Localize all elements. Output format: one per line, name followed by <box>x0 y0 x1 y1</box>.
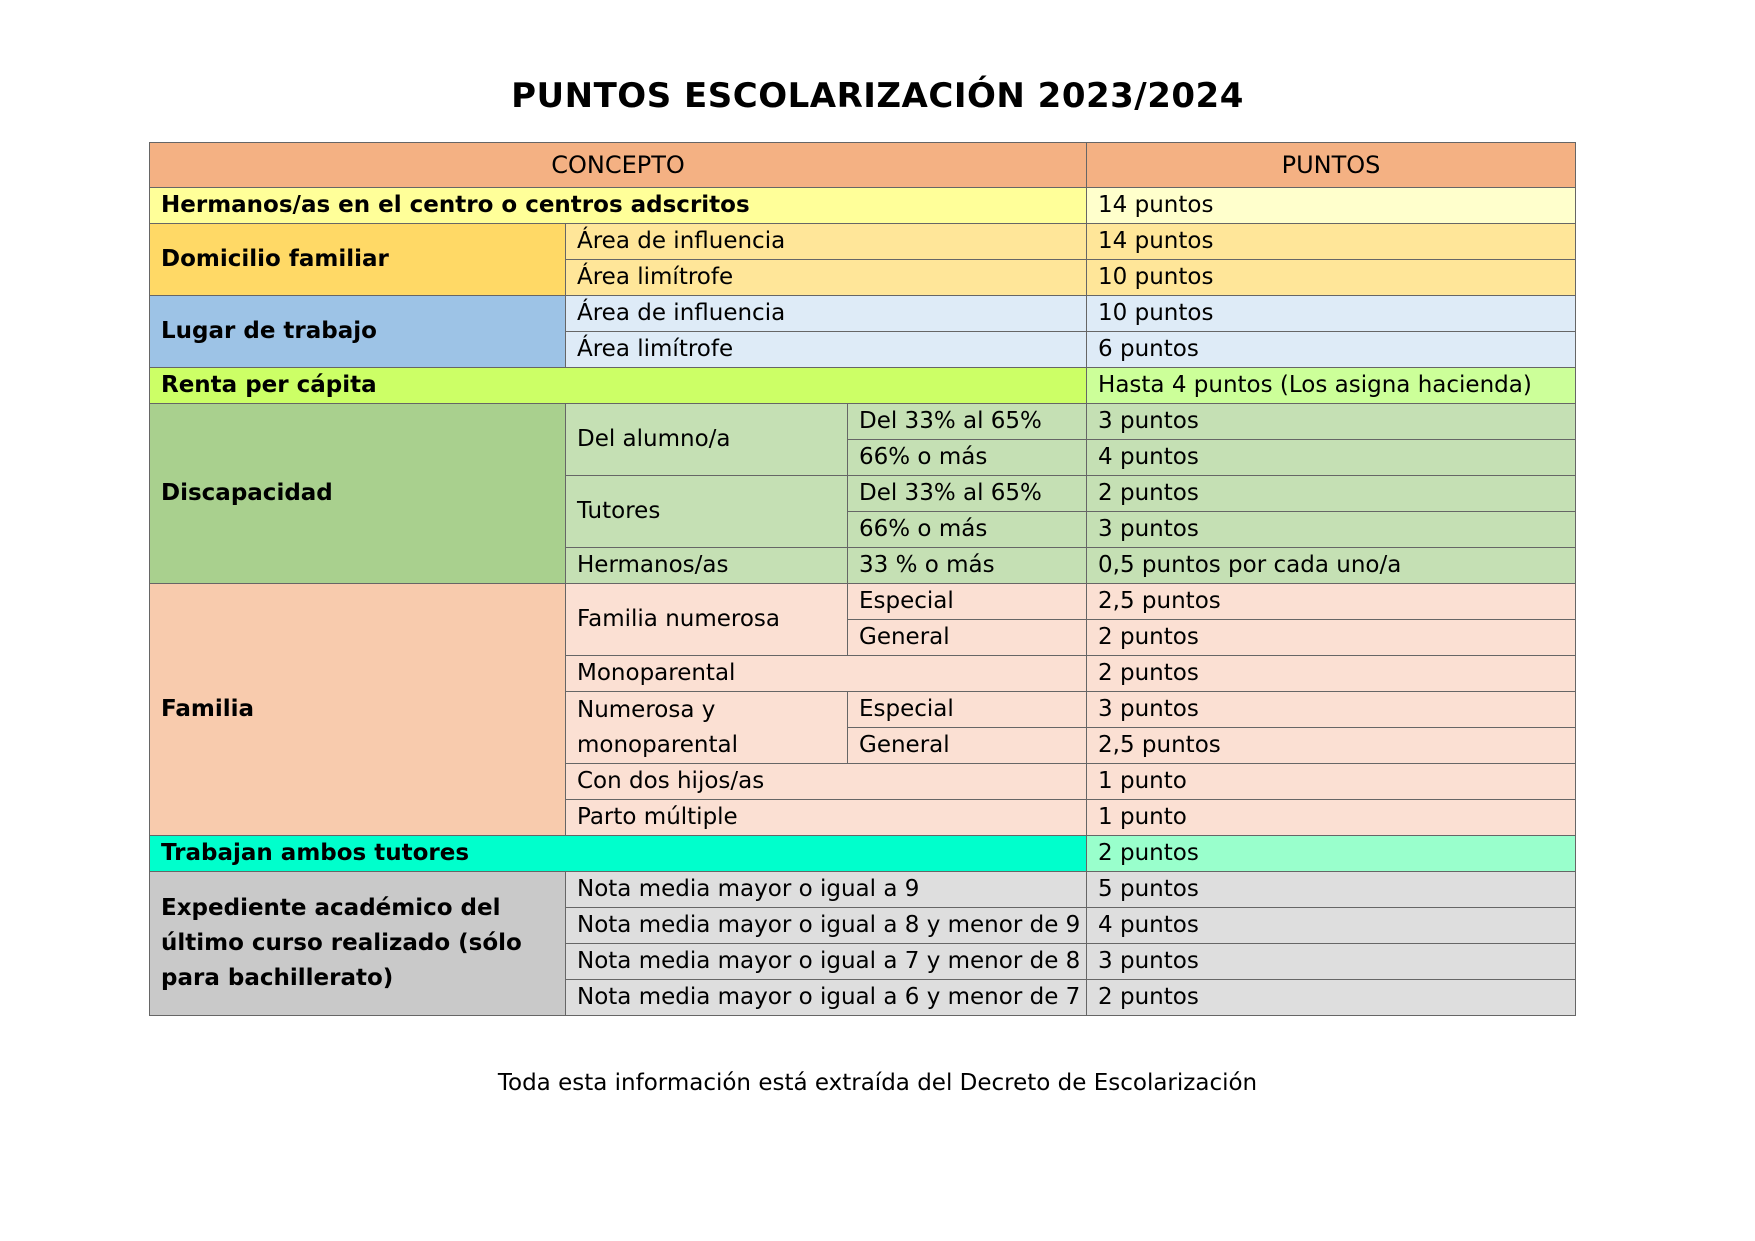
sub-label: Del alumno/a <box>566 404 848 476</box>
sub-label: Con dos hijos/as <box>566 764 1087 800</box>
table-row <box>150 368 1576 404</box>
row-value: 10 puntos <box>1087 260 1576 296</box>
row-label-discapacidad: Discapacidad <box>150 404 566 584</box>
table-row <box>150 584 1576 620</box>
table-row <box>150 224 1576 260</box>
sub-sub-label: Del 33% al 65% <box>848 404 1087 440</box>
row-value: 10 puntos <box>1087 296 1576 332</box>
sub-label: Nota media mayor o igual a 8 y menor de 9 <box>566 908 1087 944</box>
sub-sub-label: General <box>848 728 1087 764</box>
sub-label: Parto múltiple <box>566 800 1087 836</box>
sub-label: Numerosa y monoparental <box>566 692 848 764</box>
sub-sub-label: 33 % o más <box>848 548 1087 584</box>
sub-label: Hermanos/as <box>566 548 848 584</box>
row-value: 3 puntos <box>1087 944 1576 980</box>
page-title: PUNTOS ESCOLARIZACIÓN 2023/2024 <box>511 76 1244 116</box>
row-label-hermanos: Hermanos/as en el centro o centros adscritos <box>150 188 1087 224</box>
row-value: 3 puntos <box>1087 512 1576 548</box>
sub-label: Área de influencia <box>566 296 1087 332</box>
sub-label: Monoparental <box>566 656 1087 692</box>
sub-label: Área de influencia <box>566 224 1087 260</box>
sub-label: Área limítrofe <box>566 260 1087 296</box>
row-value: 2 puntos <box>1087 620 1576 656</box>
row-value: 3 puntos <box>1087 404 1576 440</box>
row-value: 6 puntos <box>1087 332 1576 368</box>
header-row <box>150 143 1576 188</box>
points-table <box>149 142 1576 1016</box>
row-label-renta: Renta per cápita <box>150 368 1087 404</box>
row-label-expediente: Expediente académico del último curso realizado (sólo para bachillerato) <box>150 872 566 1016</box>
row-value: 2,5 puntos <box>1087 728 1576 764</box>
table-row <box>150 872 1576 908</box>
row-value: 2 puntos <box>1087 656 1576 692</box>
sub-sub-label: 66% o más <box>848 512 1087 548</box>
table-row <box>150 188 1576 224</box>
table-row <box>150 404 1576 440</box>
row-label-domicilio: Domicilio familiar <box>150 224 566 296</box>
row-value: 2 puntos <box>1087 836 1576 872</box>
row-value: Hasta 4 puntos (Los asigna hacienda) <box>1087 368 1576 404</box>
table-row <box>150 296 1576 332</box>
row-value: 2 puntos <box>1087 980 1576 1016</box>
row-value: 0,5 puntos por cada uno/a <box>1087 548 1576 584</box>
sub-label: Familia numerosa <box>566 584 848 656</box>
sub-sub-label: 66% o más <box>848 440 1087 476</box>
row-value: 2,5 puntos <box>1087 584 1576 620</box>
row-label-lugar: Lugar de trabajo <box>150 296 566 368</box>
row-label-trabajan: Trabajan ambos tutores <box>150 836 1087 872</box>
row-value: 2 puntos <box>1087 476 1576 512</box>
row-value: 5 puntos <box>1087 872 1576 908</box>
row-value: 3 puntos <box>1087 692 1576 728</box>
header-puntos: PUNTOS <box>1087 143 1576 188</box>
sub-sub-label: Especial <box>848 584 1087 620</box>
sub-label: Nota media mayor o igual a 9 <box>566 872 1087 908</box>
row-value: 14 puntos <box>1087 224 1576 260</box>
row-value: 4 puntos <box>1087 908 1576 944</box>
header-concepto: CONCEPTO <box>150 143 1087 188</box>
row-value: 14 puntos <box>1087 188 1576 224</box>
sub-sub-label: Especial <box>848 692 1087 728</box>
sub-sub-label: General <box>848 620 1087 656</box>
sub-sub-label: Del 33% al 65% <box>848 476 1087 512</box>
table-row <box>150 836 1576 872</box>
row-value: 1 punto <box>1087 764 1576 800</box>
sub-label: Nota media mayor o igual a 6 y menor de 7 <box>566 980 1087 1016</box>
sub-label: Área limítrofe <box>566 332 1087 368</box>
row-value: 4 puntos <box>1087 440 1576 476</box>
row-value: 1 punto <box>1087 800 1576 836</box>
footer-note: Toda esta información está extraída del Decreto de Escolarización <box>497 1070 1258 1096</box>
sub-label: Tutores <box>566 476 848 548</box>
sub-label: Nota media mayor o igual a 7 y menor de 8 <box>566 944 1087 980</box>
row-label-familia: Familia <box>150 584 566 836</box>
